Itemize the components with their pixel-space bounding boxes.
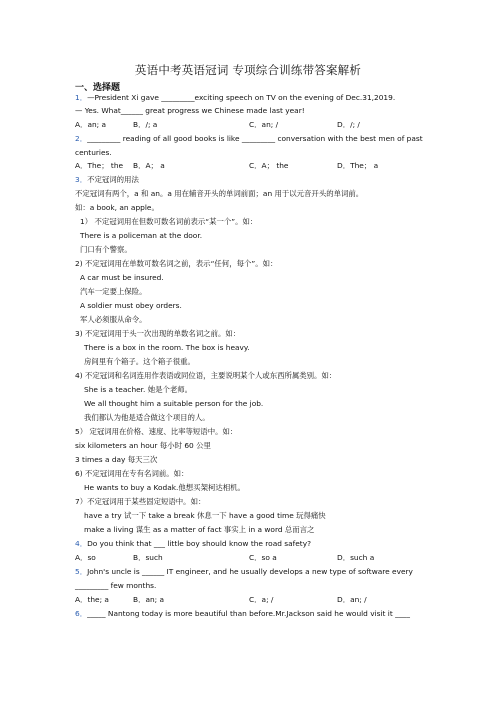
q3-text-line: She is a teacher. 她是个老师。 <box>84 385 193 394</box>
q3-text-line: 2) 不定冠词用在单数可数名词之前，表示“任何，每个”。如： <box>75 259 278 268</box>
q4-number: 4． <box>75 539 88 548</box>
q3-text-line: 门口有个警察。 <box>80 245 132 254</box>
q1-option-b[interactable]: B．/; a <box>133 120 158 129</box>
q1-number: 1． <box>75 93 88 102</box>
q6-number: 6． <box>75 609 88 618</box>
q2-option-b[interactable]: B．A； a <box>133 161 165 170</box>
q3-text-line: 军人必须服从命令。 <box>80 315 147 324</box>
q3-text-line: 3) 不定冠词用于头一次出现的单数名词之前。如： <box>75 329 241 338</box>
q5-line2: _________ few months. <box>75 581 157 590</box>
q1-option-a[interactable]: A．an; a <box>75 120 107 129</box>
q2-number: 2． <box>75 134 88 143</box>
q3-text-line: 1） 不定冠词用在但数可数名词前表示“某一个”。如： <box>80 217 258 226</box>
q5-option-b[interactable]: B．an; a <box>133 595 165 604</box>
q3-line1 <box>75 176 139 183</box>
q3-text-line: 4) 不定冠词和名词连用作表语或同位语，主要说明某个人或东西所属类别。如： <box>75 371 337 380</box>
q3-text-line: make a living 谋生 as a matter of fact 事实上 in a word 总而言之 <box>84 525 315 534</box>
q3-text-line: have a try 试一下 take a break 休息一下 have a good time 玩得痛快 <box>84 511 326 520</box>
q6-text: _____ Nantong today is more beautiful than before.Mr.Jackson said he would visit it ____ <box>87 609 410 618</box>
q1-line1 <box>75 94 395 101</box>
q3-text-line: 3 times a day 每天三次 <box>75 455 158 464</box>
q1-text: —President Xi gave _________exciting speech on TV on the evening of Dec.31,2019. <box>87 93 396 102</box>
q3-text-line: 房间里有个箱子。这个箱子很重。 <box>84 357 195 366</box>
q2-text: _________ reading of all good books is like _________ conversation with the best men of past <box>87 134 423 143</box>
q3-text-line: He wants to buy a Kodak.他想买架柯达相机。 <box>84 483 245 492</box>
q1-line2: — Yes. What______ great progress we Chinese made last year! <box>75 106 305 115</box>
q3-text-line: 如：a book, an apple。 <box>75 203 159 212</box>
q5-line1 <box>75 568 413 575</box>
q2-option-d[interactable]: D．The； a <box>337 161 379 170</box>
q2-line2: centuries. <box>75 148 112 157</box>
q5-option-d[interactable]: D．an; / <box>337 595 367 604</box>
q5-text: John's uncle is ______ IT engineer, and he usually develops a new type of software every <box>87 567 413 576</box>
q5-option-a[interactable]: A．the; a <box>75 595 109 604</box>
q3-text-line: There is a box in the room. The box is heavy. <box>84 343 250 352</box>
q3-text-line: 6) 不定冠词用在专有名词前。如： <box>75 469 189 478</box>
q1-option-d[interactable]: D．/; / <box>337 120 360 129</box>
page-title: 英语中考英语冠词 专项综合训练带答案解析 <box>134 63 362 77</box>
q3-text-line: We all thought him a suitable person for the job. <box>84 399 264 408</box>
q2-option-a[interactable]: A．The； the <box>75 161 124 170</box>
q3-text-line: 汽车一定要上保险。 <box>80 287 147 296</box>
q4-text: Do you think that ___ little boy should know the road safety? <box>87 539 311 548</box>
q3-text-line: 5） 定冠词用在价格、速度、比率等短语中。如： <box>75 427 238 436</box>
q3-text-line: A soldier must obey orders. <box>80 301 182 310</box>
q4-line1 <box>75 540 311 547</box>
q3-text-line: A car must be insured. <box>80 273 164 282</box>
q4-option-d[interactable]: D．such a <box>337 553 375 562</box>
q2-line1 <box>75 135 423 142</box>
q3-number: 3． <box>75 175 88 184</box>
q3-text-line: 7）不定冠词用于某些固定短语中。如： <box>75 497 206 506</box>
q4-option-a[interactable]: A．so <box>75 553 96 562</box>
q2-option-c[interactable]: C．A； the <box>249 161 289 170</box>
q3-text-line: six kilometers an hour 每小时 60 公里 <box>75 441 211 450</box>
q3-text-line: 我们都认为他是适合做这个项目的人。 <box>84 413 210 422</box>
q1-option-c[interactable]: C．an; / <box>249 120 279 129</box>
q4-option-c[interactable]: C．so a <box>249 553 277 562</box>
section-heading: 一、选择题 <box>75 83 121 93</box>
q4-option-b[interactable]: B．such <box>133 553 163 562</box>
q6-line1 <box>75 610 410 617</box>
q3-text-line: There is a policeman at the door. <box>80 231 203 240</box>
q3-text-line: 不定冠词有两个，a 和 an。a 用在辅音开头的单词前面；an 用于以元音开头的单词前。 <box>75 189 364 198</box>
q3-heading: 不定冠词的用法 <box>87 175 139 184</box>
q5-number: 5． <box>75 567 88 576</box>
q5-option-c[interactable]: C．a; / <box>249 595 274 604</box>
